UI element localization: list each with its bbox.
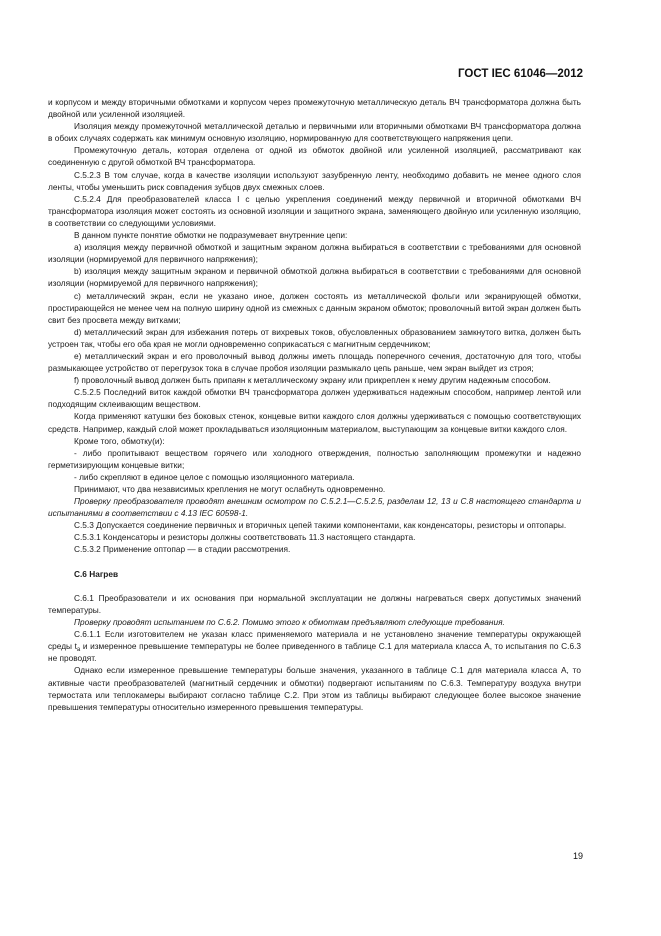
paragraph: Промежуточную деталь, которая отделена от одной из обмоток двойной или усиленной изоляцией, рассматривают как соединенную с другой обмоткой ВЧ трансформатора. xyxy=(48,145,581,168)
list-item-a: a) изоляция между первичной обмоткой и защитным экраном должна выбираться в соответствии с требованиями для основной изоляции (нормируемой для первичного напряжения); xyxy=(48,242,581,265)
verification-note: Проверку преобразователя проводят внешним осмотром по С.5.2.1—С.5.2.5, разделам 12, 13 и С.8 настоящего стандарта и испытаниями в соответствии с 4.13 IEC 60598-1. xyxy=(48,496,581,519)
list-item-d: d) металлический экран для избежания потерь от вихревых токов, обусловленных образованием замкнутого витка, должен быть устроен так, чтобы его оба края не могли одновременно соприкасаться с магнитным сердечником; xyxy=(48,326,581,349)
clause-c532: С.5.3.2 Применение оптопар — в стадии рассмотрения. xyxy=(74,544,291,555)
paragraph: В данном пункте понятие обмотки не подразумевает внутренние цепи: xyxy=(74,230,348,241)
document-header: ГОСТ IEC 61046—2012 xyxy=(458,68,583,80)
paragraph: Однако если измеренное превышение температуры больше значения, указанного в таблице С.1 для материала класса А, то активные части преобразователей (магнитный сердечник и обмотки) подвергают испытаниям по С.6.3. Температуру воздуха внутри термостата или теплокамеры выбирают согласно таблице С.2. При этом из таблицы выбирают следующее более высокое значение превышения температуры относительно измеренного превышения температуры. xyxy=(48,665,581,712)
clause-c523: С.5.2.3 В том случае, когда в качестве изоляции используют зазубренную ленту, необходимо добавить не менее одного слоя ленты, чтобы уменьшить риск совпадения зубцов двух смежных слоев. xyxy=(48,169,581,192)
clause-c61: С.6.1 Преобразователи и их основания при нормальной эксплуатации не должны нагреваться сверх допустимых значений температуры. xyxy=(48,592,581,615)
page-number: 19 xyxy=(572,851,583,861)
paragraph: Кроме того, обмотку(и): xyxy=(74,435,165,446)
dash-item: - либо скрепляют в единое целое с помощью изоляционного материала. xyxy=(74,471,355,482)
verification-note: Проверку проводят испытанием по С.6.2. Помимо этого к обмоткам предъявляют следующие требования. xyxy=(74,617,505,628)
list-item-e: e) металлический экран и его проволочный вывод должны иметь площадь поперечного сечения, достаточную для того, чтобы размыкающее устройство от перегрузок тока в случае пробоя изоляции размыкало цепь раньше, чем экран выйдет из строя; xyxy=(48,350,581,374)
clause-c525: С.5.2.5 Последний виток каждой обмотки ВЧ трансформатора должен удерживаться надежным способом, например лентой или подходящим склеивающим веществом. xyxy=(48,387,581,410)
section-heading: С.6 Нагрев xyxy=(74,568,119,579)
clause-c524: С.5.2.4 Для преобразователей класса I с целью укрепления соединений между первичной и вторичной обмотками ВЧ трансформатора изоляция может состоять из основной изоляции и защитного экрана, заменяющего двойную или усиленную изоляцию, в соответствии со следующими условиями. xyxy=(48,193,581,228)
paragraph: Принимают, что два независимых крепления не могут ослабнуть одновременно. xyxy=(74,484,386,494)
list-item-f: f) проволочный вывод должен быть припаян к металлическому экрану или прикреплен к нему другим надежным способом. xyxy=(74,375,551,386)
dash-item: - либо пропитывают веществом горячего или холодного отверждения, полностью заполняющим промежутки и надежно герметизирующим концевые витки; xyxy=(48,447,581,470)
clause-c531: С.5.3.1 Конденсаторы и резисторы должны соответствовать 11.3 настоящего стандарта. xyxy=(74,532,416,543)
paragraph: и корпусом и между вторичными обмотками и корпусом через промежуточную металлическую деталь ВЧ трансформатора должна быть двойной или усиленной изоляцией. xyxy=(48,97,581,120)
paragraph: Изоляция между промежуточной металлической деталью и первичными или вторичными обмотками ВЧ трансформатора должна в обоих случаях содержать как минимум основную изоляцию, нормированную для соответствующего напряжения цепи. xyxy=(48,121,581,144)
subscript-a: a xyxy=(76,647,81,654)
clause-c53: С.5.3 Допускается соединение первичных и вторичных цепей такими компонентами, как конденсаторы, резисторы и оптопары. xyxy=(74,520,567,531)
list-item-c: c) металлический экран, если не указано иное, должен состоять из металлической фольги или экранирующей обмотки, простирающейся не менее чем на полную ширину одной из смежных с данным экраном обмоток; проволочный витой экран должен быть свит без просвета между витками; xyxy=(48,290,581,325)
clause-c611-text-end: и измеренное превышение температуры не более приведенного в таблице С.1 для материала класса А, то испытания по С.6.3 не проводят. xyxy=(48,641,581,664)
clause-c611 xyxy=(48,628,581,664)
document-body xyxy=(48,96,581,713)
paragraph: Когда применяют катушки без боковых стенок, концевые витки каждого слоя должны удерживаться с помощью соответствующих средств. Например, каждый слой может прокладываться изоляционным материалом, выступающим за концевые витки каждого слоя. xyxy=(48,411,581,434)
list-item-b: b) изоляция между защитным экраном и первичной обмоткой должна выбираться в соответствии с требованиями для основной изоляции (нормируемой для первичного напряжения); xyxy=(48,266,581,289)
clause-c611-text-start: С.6.1.1 Если изготовителем не указан класс применяемого материала и не установлено значение температуры окружающей среды t xyxy=(48,629,581,652)
